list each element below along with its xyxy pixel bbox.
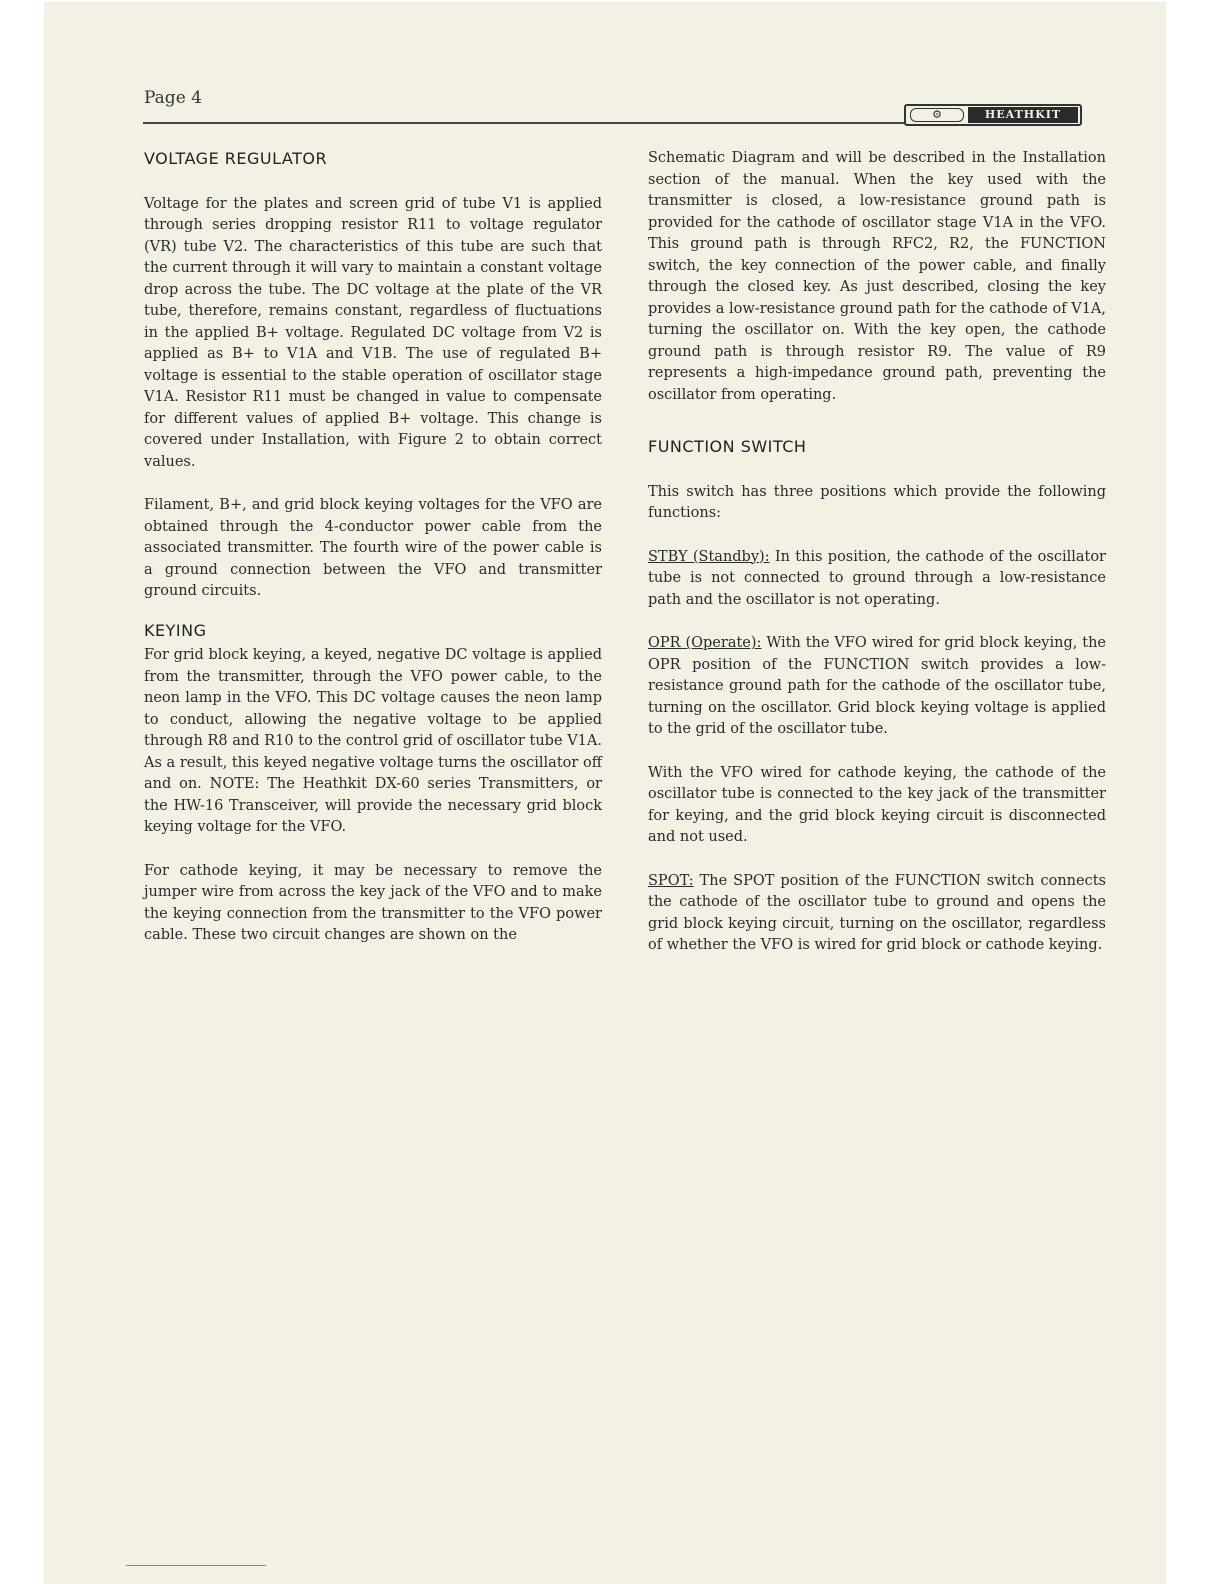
page-number: Page 4 [144, 88, 202, 108]
term-opr: OPR (Operate): [648, 635, 762, 651]
paragraph-keying-2: For cathode keying, it may be necessary to remove the jumper wire from across the key jack of the VFO and to make the keying connection from the transmitter to the VFO power cable. These two circuit changes are shown on the [144, 862, 602, 943]
paragraph-voltage-regulator-2: Filament, B+, and grid block keying voltages for the VFO are obtained through the 4-conductor power cable from the associated transmitter. The fourth wire of the power cable is a ground connection between the VFO and transmitter ground circuits. [144, 497, 602, 599]
text-spot: The SPOT position of the FUNCTION switch connects the cathode of the oscillator tube to ground and opens the grid block keying circuit, turning on the oscillator, regardless of whether the VFO is wired for grid block or cathode keying. [648, 872, 1106, 953]
text-opr: With the VFO wired for grid block keying, the OPR position of the FUNCTION switch provides a low-resistance ground path for the cathode of the oscillator tube, turning on the oscillator. Grid block keying voltage is applied to the grid of the oscillator tube. [648, 635, 1106, 737]
paragraph-spot [648, 871, 1106, 957]
heathkit-logo [904, 104, 1082, 126]
heading-voltage-regulator: VOLTAGE REGULATOR [144, 149, 328, 168]
paragraph-voltage-regulator-1: Voltage for the plates and screen grid of tube V1 is applied through series dropping resistor R11 to voltage regulator (VR) tube V2. The characteristics of this tube are such that the current through it will vary to maintain a constant voltage drop across the tube. The DC voltage at the plate of the VR tube, therefore, remains constant, regardless of fluctuations in the applied B+ voltage. Regulated DC voltage from V2 is applied as B+ to V1A and V1B. The use of regulated B+ voltage is essential to the stable operation of oscillator stage V1A. Resistor R11 must be changed in value to compensate for different values of applied B+ voltage. This change is covered under Installation, with Figure 2 to obtain correct values. [144, 195, 602, 470]
term-spot: SPOT: [648, 872, 694, 889]
paragraph-continued: Schematic Diagram and will be described in the Installation section of the manual. When the key used with the transmitter is closed, a low-resistance ground path is provided for the cathode of oscillator stage V1A in the VFO. This ground path is through RFC2, R2, the FUNCTION switch, the key connection of the power cable, and finally through the closed key. As just described, closing the key provides a low-resistance ground path for the cathode of V1A, turning the oscillator on. With the key open, the cathode ground path is through resistor R9. The value of R9 represents a high-impedance ground path, preventing the oscillator from operating. [648, 150, 1106, 403]
footer-line [126, 1565, 266, 1566]
paragraph-keying-1: For grid block keying, a keyed, negative DC voltage is applied from the transmitter, through the VFO power cable, to the neon lamp in the VFO. This DC voltage causes the neon lamp to conduct, allowing the negative voltage to be applied through R8 and R10 to the control grid of oscillator tube V1A. As a result, this keyed negative voltage turns the oscillator off and on. NOTE: The Heathkit DX-60 series Transmitters, or the HW-16 Transceiver, will provide the necessary grid block keying voltage for the VFO. [144, 647, 602, 835]
paragraph-opr [648, 633, 1106, 741]
left-column [144, 148, 602, 947]
header-rule [143, 122, 908, 124]
text-stby: In this position, the cathode of the oscillator tube is not connected to ground through a low-resistance path and the oscillator is not operating. [648, 548, 1106, 608]
paragraph-stby [648, 547, 1106, 612]
paragraph-cathode-keying: With the VFO wired for cathode keying, the cathode of the oscillator tube is connected to the key jack of the transmitter for keying, and the grid block keying circuit is disconnected and not used. [648, 764, 1106, 845]
heathkit-emblem-icon: ⚙ [910, 108, 964, 122]
term-stby: STBY (Standby): [648, 548, 770, 565]
heading-function-switch: FUNCTION SWITCH [648, 437, 807, 456]
heading-keying: KEYING [144, 620, 207, 640]
logo-text: HEATHKIT [968, 107, 1078, 123]
paragraph-function-intro: This switch has three positions which provide the following functions: [648, 483, 1106, 521]
right-column [648, 148, 1106, 957]
